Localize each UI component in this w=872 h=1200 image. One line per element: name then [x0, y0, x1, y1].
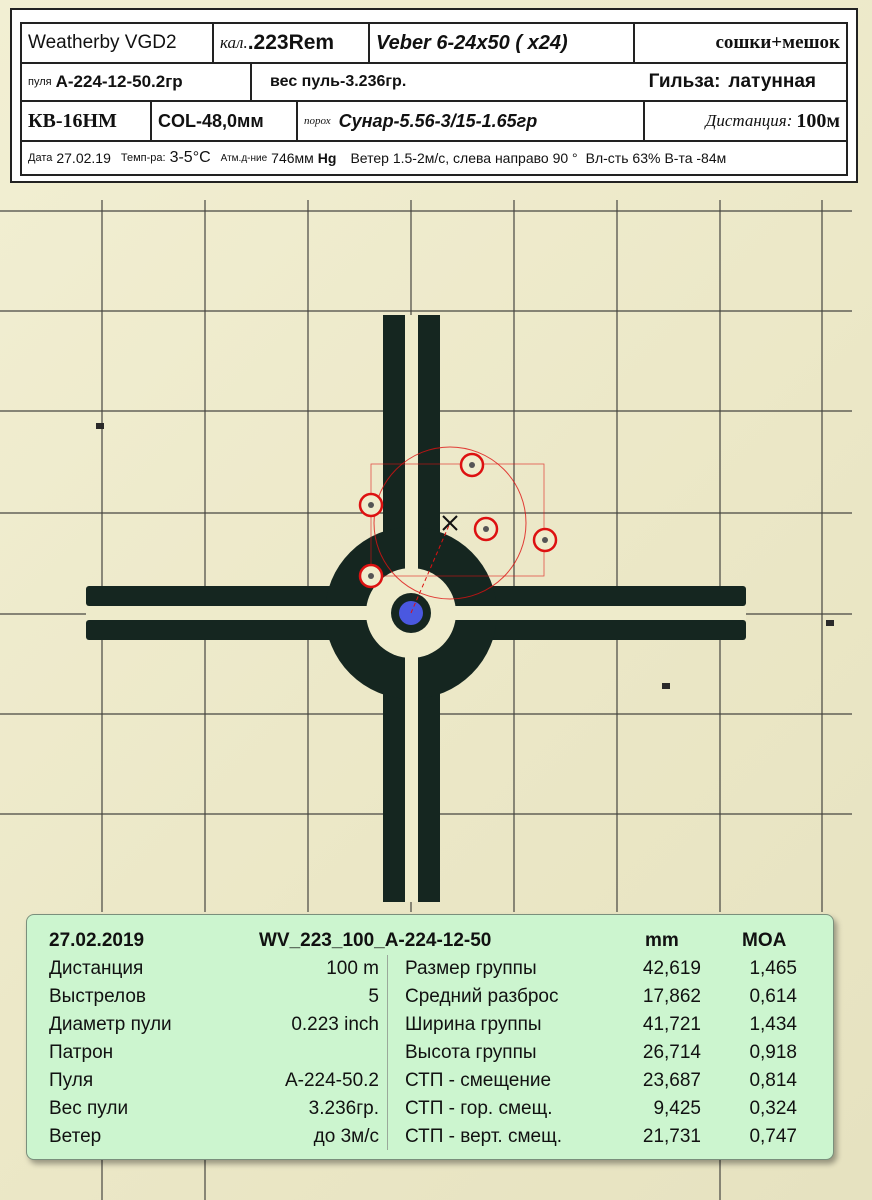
group-summary-panel [26, 914, 834, 1160]
metric-label: СТП - верт. смещ. [405, 1126, 563, 1147]
param-value: A-224-50.2 [284, 1070, 379, 1091]
metric-mm-value: 21,731 [642, 1126, 701, 1147]
param-label: Вес пули [49, 1098, 129, 1119]
metric-mm-value: 42,619 [642, 958, 701, 979]
rest-cell [635, 24, 846, 62]
powder-cell [298, 102, 645, 140]
metric-label: СТП - гор. смещ. [405, 1098, 553, 1119]
temperature: 3-5°C [169, 149, 211, 166]
header-row-2 [20, 62, 848, 100]
metric-moa-value: 1,465 [749, 958, 797, 979]
pressure-prefix: Атм.д-ние [220, 152, 268, 164]
case-value: латунная [728, 71, 816, 92]
metric-mm-value: 26,714 [642, 1042, 701, 1063]
header-row-4 [20, 140, 848, 176]
panel-divider [387, 955, 388, 1150]
primer-cell [22, 102, 152, 140]
summary-file: WV_223_100_A-224-12-50 [259, 930, 492, 951]
param-value: 5 [368, 986, 379, 1007]
distance-cell [645, 102, 846, 140]
tick-mark [826, 620, 834, 626]
caliber-value: .223Rem [247, 31, 335, 54]
bullet-weight: вес пуль-3.236гр. [270, 73, 407, 90]
column-moa-header: MOA [742, 930, 787, 951]
metric-label: Средний разброс [405, 986, 559, 1007]
primer: КВ-16НМ [28, 109, 117, 132]
header-row-1 [20, 22, 848, 62]
metric-mm-value: 17,862 [642, 986, 701, 1007]
header-row-3 [20, 100, 848, 140]
caliber-prefix: кал. [220, 33, 248, 52]
bullet-cell [22, 64, 252, 100]
powder-prefix: порох [304, 115, 331, 127]
param-label: Пуля [49, 1070, 94, 1091]
powder: Сунар-5.56-3/15-1.65гр [338, 110, 538, 131]
metric-moa-value: 0,918 [749, 1042, 797, 1063]
param-value: 3.236гр. [308, 1098, 379, 1119]
tick-mark [96, 423, 104, 429]
humidity: Вл-сть 63% [585, 150, 661, 166]
param-value: 100 m [326, 958, 379, 979]
bullet-prefix: пуля [28, 76, 52, 88]
pressure-value: 746мм [271, 150, 314, 166]
metric-moa-value: 0,614 [749, 986, 797, 1007]
param-label: Выстрелов [49, 986, 146, 1007]
param-label: Патрон [49, 1042, 114, 1063]
pressure-unit: Hg [317, 150, 337, 166]
col-cell [152, 102, 298, 140]
metric-mm-value: 41,721 [642, 1014, 701, 1035]
metric-moa-value: 0,747 [749, 1126, 797, 1147]
wind: Ветер 1.5-2м/с, слева направо 90 ° [350, 150, 578, 166]
param-label: Ветер [49, 1126, 102, 1147]
rifle-cell [22, 24, 214, 62]
shooting-rest: сошки+мешок [715, 32, 840, 53]
column-mm-header: mm [645, 930, 679, 951]
summary-date: 27.02.2019 [49, 930, 145, 951]
load-data-card [10, 8, 858, 183]
scope-cell [370, 24, 635, 62]
distance-value: 100м [796, 109, 840, 132]
temp-prefix: Темп-ра: [120, 152, 166, 164]
caliber-cell [214, 24, 370, 62]
conditions-cell [22, 142, 846, 174]
weight-case-cell [252, 64, 846, 100]
bullet-name: A-224-12-50.2гр [55, 72, 183, 91]
cartridge-length: COL-48,0мм [158, 110, 264, 131]
metric-label: СТП - смещение [405, 1070, 552, 1091]
case-label: Гильза: [648, 71, 721, 92]
date-prefix: Дата [28, 152, 53, 164]
tick-mark [662, 683, 670, 689]
metric-moa-value: 0,814 [749, 1070, 797, 1091]
metric-mm-value: 23,687 [642, 1070, 701, 1091]
metric-label: Ширина группы [405, 1014, 542, 1035]
metric-mm-value: 9,425 [653, 1098, 701, 1119]
rifle-model: Weatherby VGD2 [28, 32, 177, 53]
scope-model: Veber 6-24x50 ( x24) [376, 31, 568, 54]
metric-label: Размер группы [405, 958, 537, 979]
param-value: 0.223 inch [291, 1014, 379, 1035]
metric-label: Высота группы [405, 1042, 537, 1063]
param-value: до 3м/с [313, 1126, 379, 1147]
mpi-marker [443, 516, 457, 530]
date: 27.02.19 [56, 150, 111, 166]
param-label: Диаметр пули [49, 1014, 172, 1035]
metric-moa-value: 0,324 [749, 1098, 797, 1119]
distance-label: Дистанция: [705, 111, 793, 130]
altitude: В-та -84м [664, 150, 727, 166]
param-label: Дистанция [49, 958, 144, 979]
metric-moa-value: 1,434 [749, 1014, 797, 1035]
